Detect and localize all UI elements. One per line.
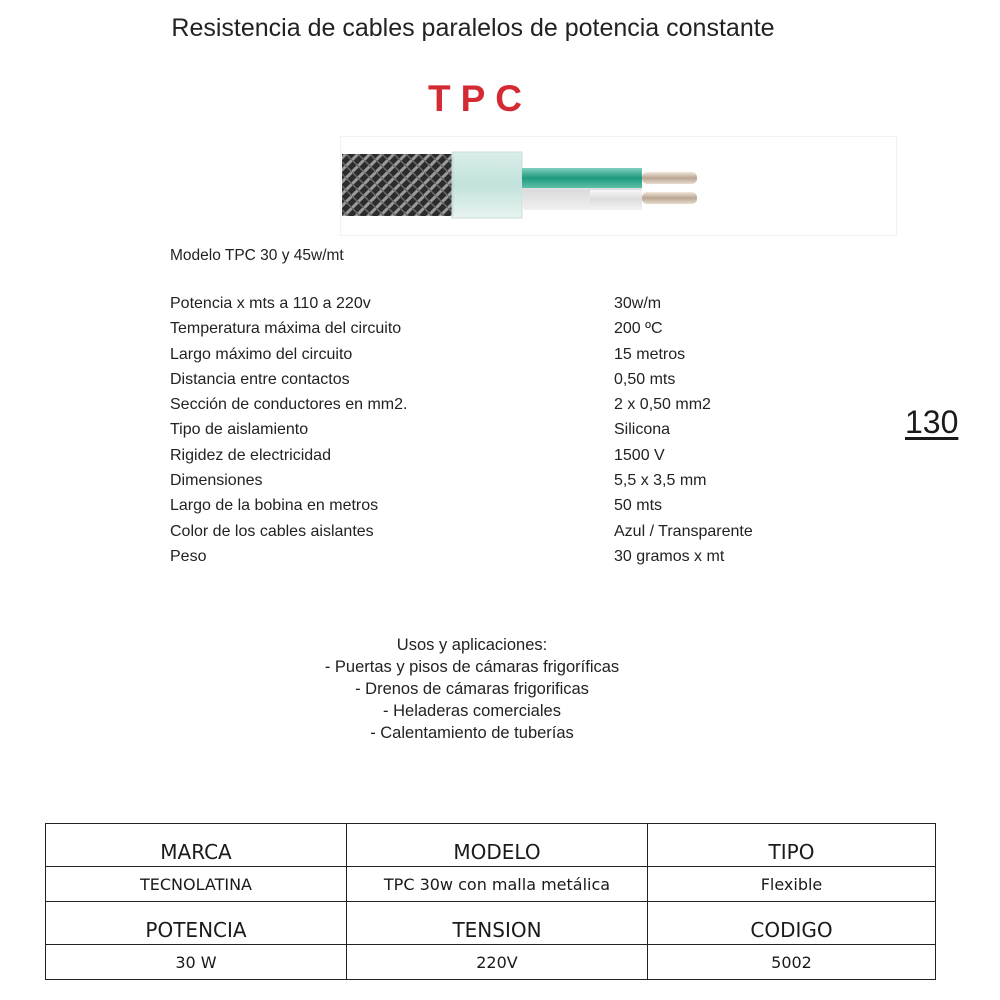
spec-value: 15 metros	[614, 345, 686, 363]
cable-product-image	[340, 136, 897, 236]
spec-label: Largo máximo del circuito	[170, 345, 353, 363]
model-line: Modelo TPC 30 y 45w/mt	[170, 247, 344, 264]
spec-label: Color de los cables aislantes	[170, 522, 374, 540]
spec-label: Distancia entre contactos	[170, 370, 350, 388]
green-wire	[522, 168, 642, 188]
uses-item: - Heladeras comerciales	[383, 702, 561, 720]
conductor-top	[642, 172, 697, 184]
header-marca: MARCA	[46, 824, 347, 867]
header-tension: TENSION	[347, 902, 648, 945]
spec-value: 0,50 mts	[614, 370, 676, 388]
product-info-table	[45, 823, 936, 980]
spec-value: 1500 V	[614, 446, 665, 464]
conductor-bottom	[642, 192, 697, 204]
header-codigo: CODIGO	[648, 902, 936, 945]
spec-value: 30w/m	[614, 295, 662, 312]
spec-value: 2 x 0,50 mm2	[614, 396, 711, 414]
brand-logo-text: TPC	[428, 78, 532, 119]
table-row	[46, 945, 936, 980]
table-header-row	[46, 824, 936, 867]
spec-label: Peso	[170, 547, 207, 565]
spec-value: 50 mts	[614, 497, 663, 515]
spec-value: 30 gramos x mt	[614, 547, 725, 565]
uses-section	[272, 634, 672, 744]
spec-label: Tipo de aislamiento	[170, 421, 309, 439]
page-title: Resistencia de cables paralelos de potencia constante	[171, 14, 775, 42]
braid-sheath	[342, 154, 454, 216]
header-tipo: TIPO	[648, 824, 936, 867]
value-tipo: Flexible	[648, 867, 936, 902]
spec-label: Temperatura máxima del circuito	[170, 320, 402, 338]
spec-label: Largo de la bobina en metros	[170, 497, 379, 515]
uses-item: - Calentamiento de tuberías	[370, 724, 574, 742]
value-codigo: 5002	[648, 945, 936, 980]
uses-item: - Puertas y pisos de cámaras frigoríficas	[324, 658, 620, 676]
spec-value: Azul / Transparente	[614, 522, 753, 540]
spec-label: Dimensiones	[170, 472, 263, 490]
header-potencia: POTENCIA	[46, 902, 347, 945]
page-number: 130	[905, 404, 959, 440]
white-wire	[590, 190, 642, 208]
spec-label: Sección de conductores en mm2.	[170, 396, 408, 414]
uses-item: - Drenos de cámaras frigorificas	[355, 680, 589, 698]
value-modelo: TPC 30w con malla metálica	[347, 867, 648, 902]
header-modelo: MODELO	[347, 824, 648, 867]
value-tension: 220V	[347, 945, 648, 980]
spec-label: Rigidez de electricidad	[170, 446, 331, 464]
spec-value: 200 ºC	[614, 320, 663, 338]
transparent-sleeve	[452, 152, 522, 218]
spec-value: Silicona	[614, 421, 671, 439]
table-row	[46, 867, 936, 902]
spec-label: Potencia x mts a 110 a 220v	[170, 295, 371, 312]
spec-value: 5,5 x 3,5 mm	[614, 472, 707, 490]
uses-heading: Usos y aplicaciones:	[396, 636, 548, 654]
value-marca: TECNOLATINA	[46, 867, 347, 902]
table-header-row	[46, 902, 936, 945]
value-potencia: 30 W	[46, 945, 347, 980]
